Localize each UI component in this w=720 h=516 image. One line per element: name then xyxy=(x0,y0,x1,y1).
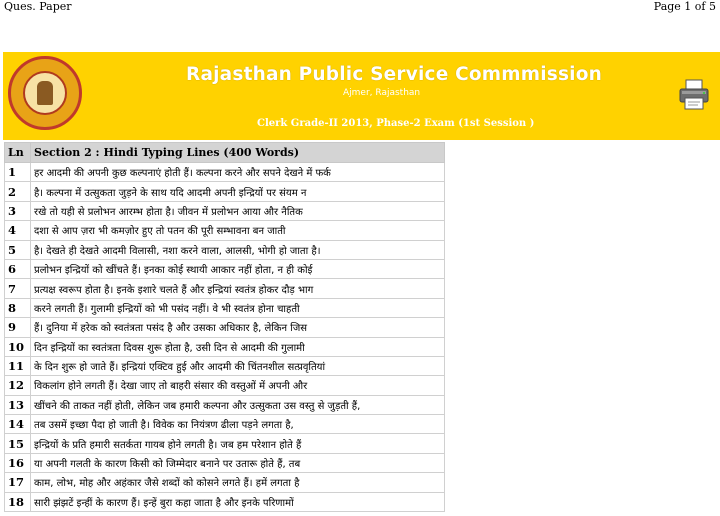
line-text: काम, लोभ, मोह और अहंकार जैसे शब्दों को कोसने लगते हैं। हमें लगता है xyxy=(31,473,445,492)
line-text: तब उसमें इच्छा पैदा हो जाती है। विवेक का नियंत्रण ढीला पड़ने लगता है, xyxy=(31,415,445,434)
line-number: 18 xyxy=(5,492,31,511)
line-text: रखे तो यही से प्रलोभन आरम्भ होता है। जीवन में प्रलोभन आया और नैतिक xyxy=(31,201,445,220)
table-row xyxy=(5,453,445,472)
table-row xyxy=(5,356,445,375)
table-header-row xyxy=(5,143,445,163)
table-row xyxy=(5,201,445,220)
table-row xyxy=(5,376,445,395)
line-text: दिन इन्द्रियों का स्वतंत्रता दिवस शुरू होता है, उसी दिन से आदमी की गुलामी xyxy=(31,337,445,356)
line-number: 14 xyxy=(5,415,31,434)
line-text: के दिन शुरू हो जाते हैं। इन्द्रियां एक्टिव हुई और आदमी की चिंतनशील सत्प्रवृतियां xyxy=(31,356,445,375)
section-title: Section 2 : Hindi Typing Lines (400 Words) xyxy=(31,143,445,163)
table-row xyxy=(5,473,445,492)
rpsc-seal-icon xyxy=(8,56,82,130)
line-number: 8 xyxy=(5,298,31,317)
line-number: 9 xyxy=(5,318,31,337)
table-row xyxy=(5,182,445,201)
banner-subtitle: Ajmer, Rajasthan xyxy=(343,88,421,98)
line-number: 15 xyxy=(5,434,31,453)
table-row xyxy=(5,492,445,511)
line-number: 13 xyxy=(5,395,31,414)
line-text: है। कल्पना में उत्सुकता जुड़ने के साथ यदि आदमी अपनी इन्द्रियों पर संयम न xyxy=(31,182,445,201)
line-number: 1 xyxy=(5,163,31,182)
line-text: खींचने की ताकत नहीं होती, लेकिन जब हमारी कल्पना और उत्सुकता उस वस्तु से जुड़ती हैं, xyxy=(31,395,445,414)
table-row xyxy=(5,395,445,414)
line-text: प्रलोभन इन्द्रियों को खींचते हैं। इनका कोई स्थायी आकार नहीं होता, न ही कोई xyxy=(31,259,445,278)
line-text: प्रत्यक्ष स्वरूप होता है। इनके इशारे चलते हैं और इन्द्रियां स्वतंत्र होकर दौड़ भाग xyxy=(31,279,445,298)
line-text: सारी झंझटें इन्हीं के कारण हैं। इन्हें बुरा कहा जाता है और इनके परिणामों xyxy=(31,492,445,511)
line-number: 6 xyxy=(5,259,31,278)
line-number: 4 xyxy=(5,221,31,240)
header-banner xyxy=(3,52,720,140)
exam-title: Clerk Grade-II 2013, Phase-2 Exam (1st Session ) xyxy=(257,118,535,129)
table-row xyxy=(5,415,445,434)
table-row xyxy=(5,318,445,337)
table-row xyxy=(5,298,445,317)
banner-title: Rajasthan Public Service Commmission xyxy=(186,64,602,85)
line-text: दशा से आप ज़रा भी कमज़ोर हुए तो पतन की पूरी सम्भावना बन जाती xyxy=(31,221,445,240)
line-number: 5 xyxy=(5,240,31,259)
line-text: हर आदमी की अपनी कुछ कल्पनाएं होती हैं। कल्पना करने और सपने देखने में फर्क xyxy=(31,163,445,182)
line-number: 10 xyxy=(5,337,31,356)
line-number: 12 xyxy=(5,376,31,395)
table-row xyxy=(5,279,445,298)
seal-inner xyxy=(23,71,67,115)
page-number: Page 1 of 5 xyxy=(653,0,716,13)
line-number: 16 xyxy=(5,453,31,472)
table-row xyxy=(5,434,445,453)
line-text: है। देखते ही देखते आदमी विलासी, नशा करने वाला, आलसी, भोगी हो जाता है। xyxy=(31,240,445,259)
line-text: हैं। दुनिया में हरेक को स्वतंत्रता पसंद है और उसका अधिकार है, लेकिन जिस xyxy=(31,318,445,337)
line-text: करने लगती हैं। गुलामी इन्द्रियों को भी पसंद नहीं। वे भी स्वतंत्र होना चाहती xyxy=(31,298,445,317)
line-text: या अपनी गलती के कारण किसी को जिम्मेदार बनाने पर उतारू होते हैं, तब xyxy=(31,453,445,472)
table-row xyxy=(5,337,445,356)
line-text: इन्द्रियों के प्रति हमारी सतर्कता गायब होने लगती है। जब हम परेशान होते हैं xyxy=(31,434,445,453)
ln-column-header: Ln xyxy=(5,143,31,163)
table-row xyxy=(5,240,445,259)
printer-icon[interactable] xyxy=(677,78,711,112)
table-row xyxy=(5,221,445,240)
line-number: 3 xyxy=(5,201,31,220)
line-number: 7 xyxy=(5,279,31,298)
page-header-left: Ques. Paper xyxy=(4,0,72,13)
table-row xyxy=(5,163,445,182)
emblem-icon xyxy=(37,81,53,105)
line-number: 11 xyxy=(5,356,31,375)
line-text: विकलांग होने लगती हैं। देखा जाए तो बाहरी संसार की वस्तुओं में अपनी और xyxy=(31,376,445,395)
line-number: 2 xyxy=(5,182,31,201)
table-row xyxy=(5,259,445,278)
line-number: 17 xyxy=(5,473,31,492)
typing-lines-table xyxy=(4,142,445,512)
